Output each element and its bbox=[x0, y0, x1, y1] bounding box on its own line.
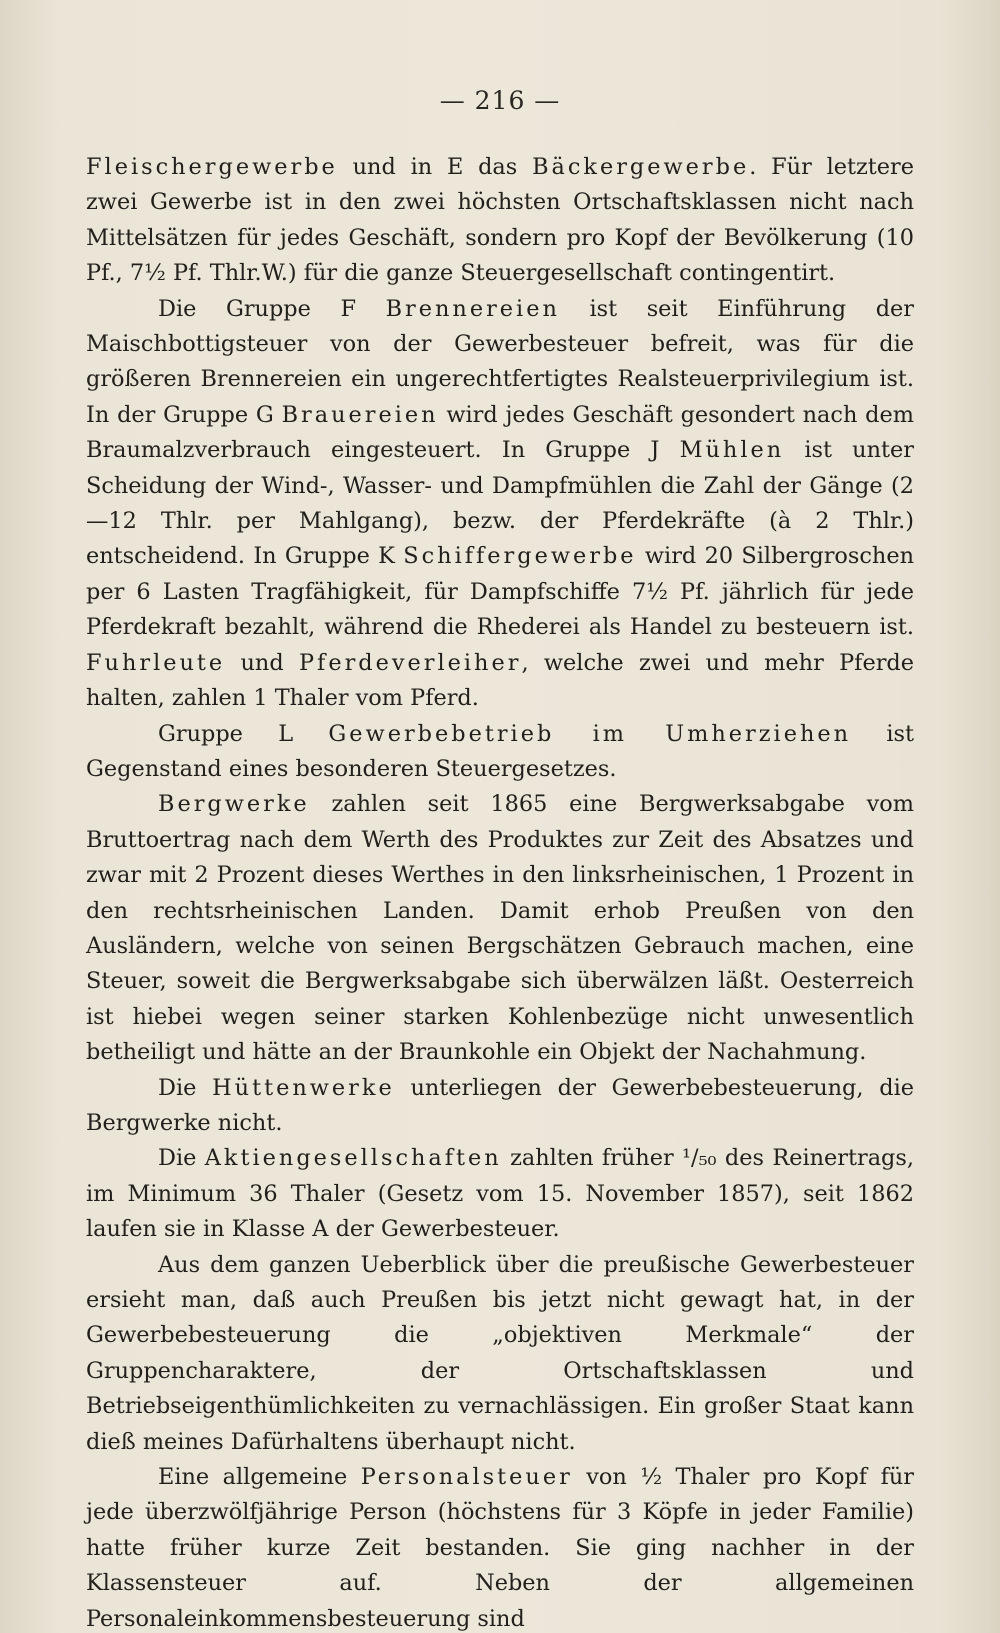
text-run: Gruppe L bbox=[158, 720, 329, 747]
paragraph-6 bbox=[86, 1141, 914, 1247]
page-number: — 216 — bbox=[439, 86, 561, 115]
text-run: . Für letztere zwei Gewerbe ist in den zwei höchsten Ortschaftsklassen nicht nach Mittelsätzen für jedes Geschäft, sondern pro Kopf der Bevölkerung (10 Pf., 7½ Pf. Thlr.W.) für die ganze Steuergesellschaft contingentirt. bbox=[86, 154, 914, 287]
text-run: ist Gegenstand eines besonderen Steuergesetzes. bbox=[86, 720, 914, 782]
spaced-emphasis: Aktiengesellschaften bbox=[204, 1145, 502, 1172]
text-run: Die Gruppe F bbox=[158, 295, 386, 322]
text-run: zahlten früher ¹/₅₀ des Reinertrags, im Minimum 36 Thaler (Gesetz vom 15. November 1857), seit 1862 laufen sie in Klasse A der Gewerbesteuer. bbox=[86, 1145, 915, 1243]
spaced-emphasis: Fleischergewerbe bbox=[86, 154, 338, 180]
text-run: Aus dem ganzen Ueberblick über die preußische Gewerbesteuer ersieht man, daß auch Preußen bis jetzt nicht gewagt hat, in der Gewerbebesteuerung die „objektiven Merkmale“ der Gruppencharaktere, der Ortschaftsklassen und Betriebseigenthümlichkeiten zu vernachlässigen. Ein großer Staat kann dieß meines Dafürhaltens überhaupt nicht. bbox=[86, 1251, 914, 1455]
paragraph-3 bbox=[86, 717, 914, 788]
spaced-emphasis: Bäckergewerbe bbox=[532, 154, 750, 180]
text-run: wird jedes Geschäft gesondert nach dem Braumalzverbrauch eingesteuert. In Gruppe J bbox=[86, 401, 914, 464]
text-run: ist seit Einführung der Maischbottigsteuer von der Gewerbesteuer befreit, was für die größeren Brennereien ein ungerechtfertigtes Realsteuerprivilegium ist. In der Gruppe G bbox=[86, 295, 914, 428]
paragraph-2 bbox=[86, 292, 914, 717]
spaced-emphasis: Hüttenwerke bbox=[212, 1074, 395, 1101]
spaced-emphasis: Brennereien bbox=[385, 295, 560, 322]
paragraph-7 bbox=[86, 1248, 914, 1460]
spaced-emphasis: Mühlen bbox=[679, 437, 785, 464]
spaced-emphasis: Gewerbebetrieb im Umherziehen bbox=[328, 720, 852, 747]
text-run: und bbox=[225, 649, 299, 676]
spaced-emphasis: Brauereien bbox=[281, 401, 439, 428]
body-text bbox=[86, 150, 914, 1633]
text-run: Die bbox=[158, 1074, 213, 1101]
spaced-emphasis: Pferdeverleiher bbox=[298, 649, 522, 676]
text-run: , welche zwei und mehr Pferde halten, zahlen 1 Thaler vom Pferd. bbox=[86, 649, 914, 712]
spaced-emphasis: Bergwerke bbox=[158, 791, 310, 818]
paragraph-8 bbox=[86, 1460, 914, 1633]
spaced-emphasis: Personalsteuer bbox=[360, 1464, 573, 1491]
paragraph-5 bbox=[86, 1071, 914, 1142]
text-run: Die bbox=[158, 1145, 205, 1172]
text-run: Eine allgemeine bbox=[158, 1464, 361, 1491]
text-run: zahlen seit 1865 eine Bergwerksabgabe vom Bruttoertrag nach dem Werth des Produktes zur Zeit des Absatzes und zwar mit 2 Prozent dieses Werthes in den linksrheinischen, 1 Prozent in den rechtsrheinischen Landen. Damit erhob Preußen von den Ausländern, welche von seinen Bergschätzen Gebrauch machen, eine Steuer, soweit die Bergwerksabgabe sich überwälzen läßt. Oesterreich ist hiebei wegen seiner starken Kohlenbezüge nicht unwesentlich betheiligt und hätte an der Braunkohle ein Objekt der Nachahmung. bbox=[86, 791, 914, 1066]
spaced-emphasis: Schiffergewerbe bbox=[403, 543, 637, 570]
text-run: und in E das bbox=[337, 154, 533, 180]
text-run: wird 20 Silbergroschen per 6 Lasten Tragfähigkeit, für Dampfschiffe 7½ Pf. jährlich für jede Pferdekraft bezahlt, während die Rhederei als Handel zu besteuern ist. bbox=[86, 543, 914, 641]
text-run: von ½ Thaler pro Kopf für jede überzwölfjährige Person (höchstens für 3 Köpfe in jeder Familie) hatte früher kurze Zeit bestanden. Sie ging nachher in der Klassensteuer auf. Neben der allgemeinen Personaleinkommensbesteuerung sind bbox=[86, 1464, 914, 1632]
paragraph-1 bbox=[86, 150, 914, 292]
spaced-emphasis: Fuhrleute bbox=[86, 649, 226, 676]
paragraph-4 bbox=[86, 787, 914, 1070]
text-run: unterliegen der Gewerbebesteuerung, die Bergwerke nicht. bbox=[86, 1074, 915, 1136]
text-run: ist unter Scheidung der Wind-, Wasser- und Dampfmühlen die Zahl der Gänge (2—12 Thlr. per Mahlgang), bezw. der Pferdekräfte (à 2 Thlr.) entscheidend. In Gruppe K bbox=[86, 437, 914, 570]
